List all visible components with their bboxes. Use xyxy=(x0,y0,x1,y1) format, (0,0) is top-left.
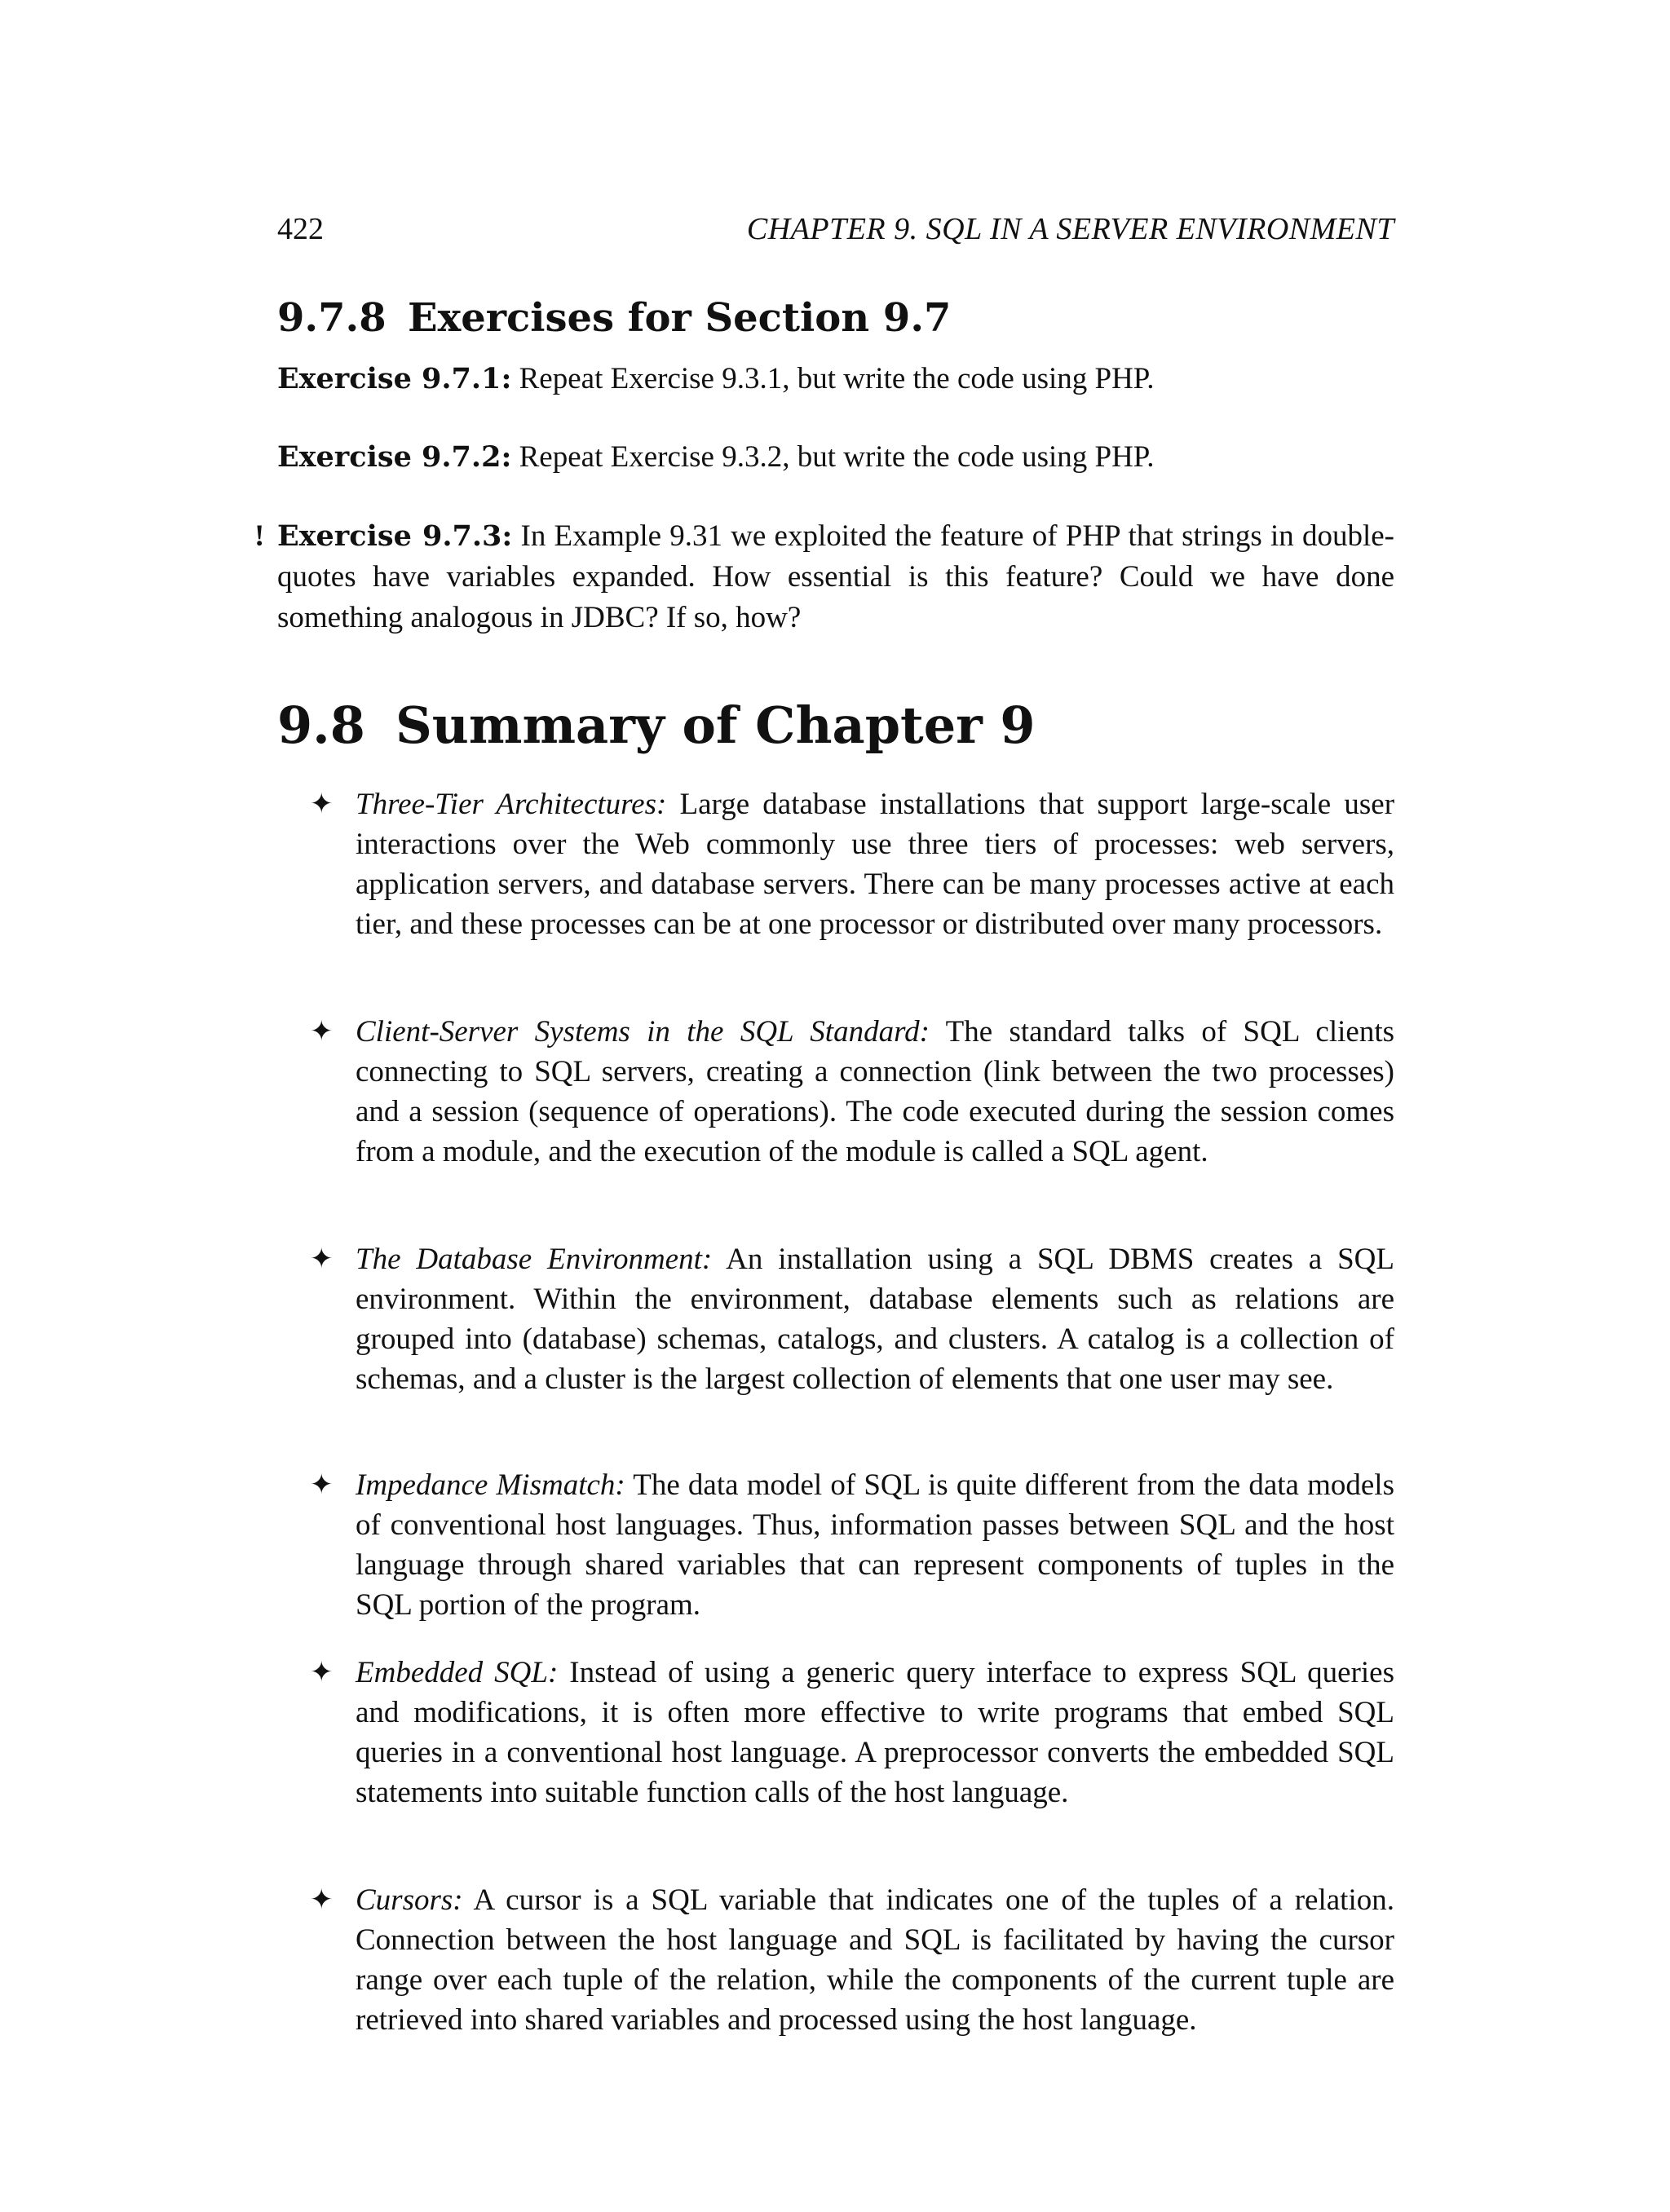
summary-item-cursors xyxy=(310,1880,1394,2040)
summary-text: Large database installations that support large-scale user interactions over the Web commonly use three tiers of processes: web servers, application servers, and database servers. There can be many processes active at each tier, and these processes can be at one processor or distributed over many processors. xyxy=(356,788,1395,941)
diamond-bullet-icon: ✦ xyxy=(310,1015,334,1048)
running-head xyxy=(277,207,1394,251)
diamond-bullet-icon: ✦ xyxy=(310,1883,334,1916)
summary-term: Client-Server Systems in the SQL Standard: xyxy=(356,1015,930,1049)
section-number: 9.8 xyxy=(277,695,365,755)
exercise-text: Repeat Exercise 9.3.2, but write the code using PHP. xyxy=(519,440,1155,474)
section-heading xyxy=(277,693,1036,758)
exercise-label: Exercise 9.7.3: xyxy=(277,519,513,553)
exercise-9-7-2 xyxy=(277,437,1394,478)
summary-term: Impedance Mismatch: xyxy=(356,1468,625,1502)
exercise-text: In Example 9.31 we exploited the feature of PHP that strings in double-quotes have variables expanded. How essential is this feature? Could we have done something analogous in JDBC? If so, how? xyxy=(277,519,1394,634)
subsection-heading xyxy=(277,294,951,342)
subsection-number: 9.7.8 xyxy=(277,295,387,341)
summary-text: The data model of SQL is quite different from the data models of conventional host languages. Thus, information passes between SQL and the host language through shared variables that can represent components of tuples in the SQL portion of the program. xyxy=(356,1468,1394,1622)
diamond-bullet-icon: ✦ xyxy=(310,1243,334,1275)
diamond-bullet-icon: ✦ xyxy=(310,788,334,820)
subsection-title: Exercises for Section 9.7 xyxy=(408,295,952,341)
running-title: CHAPTER 9. SQL IN A SERVER ENVIRONMENT xyxy=(746,212,1394,246)
page-number: 422 xyxy=(277,212,324,246)
diamond-bullet-icon: ✦ xyxy=(310,1656,334,1689)
summary-term: The Database Environment: xyxy=(356,1243,713,1276)
summary-item-impedance-mismatch xyxy=(310,1465,1394,1625)
summary-text: Instead of using a generic query interface to express SQL queries and modifications, it is often more effective to write programs that embed SQL queries in a conventional host language. A preprocessor converts the embedded SQL statements into suitable function calls of the host language. xyxy=(356,1656,1394,1809)
summary-text: The standard talks of SQL clients connecting to SQL servers, creating a connection (link between the two processes) and a session (sequence of operations). The code executed during the session comes from a module, and the execution of the module is called a SQL agent. xyxy=(356,1015,1394,1168)
summary-item-client-server xyxy=(310,1012,1394,1172)
exercise-9-7-1 xyxy=(277,359,1394,400)
exercise-9-7-3 xyxy=(254,516,1394,638)
exercise-text: Repeat Exercise 9.3.1, but write the code using PHP. xyxy=(519,362,1155,395)
diamond-bullet-icon: ✦ xyxy=(310,1468,334,1501)
summary-item-embedded-sql xyxy=(310,1653,1394,1812)
summary-text: A cursor is a SQL variable that indicates one of the tuples of a relation. Connection between the host language and SQL is facilitated by having the cursor range over each tuple of the relation, while the components of the current tuple are retrieved into shared variables and processed using the host language. xyxy=(356,1883,1394,2037)
exercise-label: Exercise 9.7.1: xyxy=(277,362,512,395)
exercise-marker: ! xyxy=(254,519,265,553)
summary-term: Cursors: xyxy=(356,1883,463,1917)
summary-term: Embedded SQL: xyxy=(356,1656,559,1689)
exercise-label: Exercise 9.7.2: xyxy=(277,440,512,474)
summary-item-three-tier xyxy=(310,784,1394,944)
summary-text: An installation using a SQL DBMS creates a SQL environment. Within the environment, database elements such as relations are grouped into (database) schemas, catalogs, and clusters. A catalog is a collection of schemas, and a cluster is the largest collection of elements that one user may see. xyxy=(356,1243,1394,1396)
summary-item-database-environment xyxy=(310,1239,1394,1399)
section-title: Summary of Chapter 9 xyxy=(395,695,1036,755)
summary-term: Three-Tier Architectures: xyxy=(356,788,667,821)
